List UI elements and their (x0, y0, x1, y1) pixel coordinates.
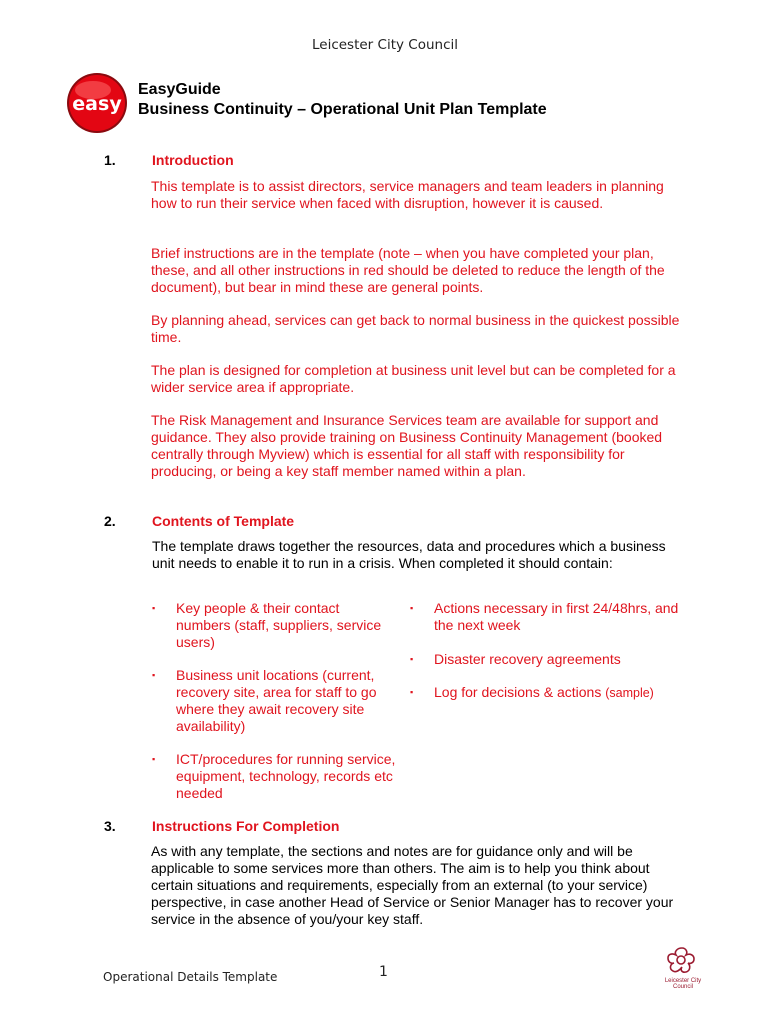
bullet-icon: ▪ (410, 654, 414, 664)
section-2-heading: Contents of Template (152, 513, 295, 529)
title-line-2: Business Continuity – Operational Unit Plan Template (138, 101, 547, 118)
section-1-number: 1. (104, 152, 116, 168)
intro-paragraph-5: The Risk Management and Insurance Services team are available for support and guidance. They also provide training on Business Continuity Management (booked centrally through Myview) which is essential for all staff with responsibility for producing, or being a key staff member named within a plan. (151, 412, 663, 479)
logo-text: easy (72, 93, 122, 115)
bullet-icon: ▪ (152, 603, 156, 613)
sample-link[interactable]: (sample) (605, 686, 654, 700)
title-line-1: EasyGuide (138, 81, 221, 98)
section-2-number: 2. (104, 513, 116, 529)
organization-header: Leicester City Council (311, 37, 458, 53)
bullet-icon: ▪ (152, 754, 156, 764)
bullet-icon: ▪ (152, 670, 156, 680)
section-3-number: 3. (104, 818, 116, 834)
bullet-icon: ▪ (410, 687, 414, 697)
intro-paragraph-3: By planning ahead, services can get back to normal business in the quickest possible time. (151, 312, 680, 345)
document-title (138, 80, 547, 120)
footer-logo-text: Leicester City Council (664, 978, 702, 990)
footer-document-name: Operational Details Template (103, 970, 278, 984)
page-number: 1 (379, 964, 388, 980)
intro-paragraph-2: Brief instructions are in the template (note – when you have completed your plan, these, and all other instructions in red should be deleted to reduce the length of the document), but bear in mind these are general points. (151, 245, 665, 295)
intro-paragraph-4: The plan is designed for completion at business unit level but can be completed for a wider service area if appropriate. (151, 362, 676, 395)
intro-paragraph-1: This template is to assist directors, service managers and team leaders in planning how to run their service when faced with disruption, however it is caused. (151, 178, 664, 211)
log-bullet-text: Log for decisions & actions (434, 684, 602, 700)
section-1-heading: Introduction (152, 152, 234, 168)
section-3-heading: Instructions For Completion (152, 818, 340, 834)
instructions-paragraph: As with any template, the sections and notes are for guidance only and will be applicable to some services more than others. The aim is to help you think about certain situations and requirements, especially from an external (to your service) perspective, in case another Head of Service or Senior Manager has to recover your service in the absence of you/your key staff. (151, 843, 674, 927)
bullet-icon: ▪ (410, 603, 414, 613)
contents-intro: The template draws together the resources, data and procedures which a business unit needs to enable it to run in a crisis. When completed it should contain: (152, 538, 666, 571)
easy-logo (66, 72, 128, 134)
